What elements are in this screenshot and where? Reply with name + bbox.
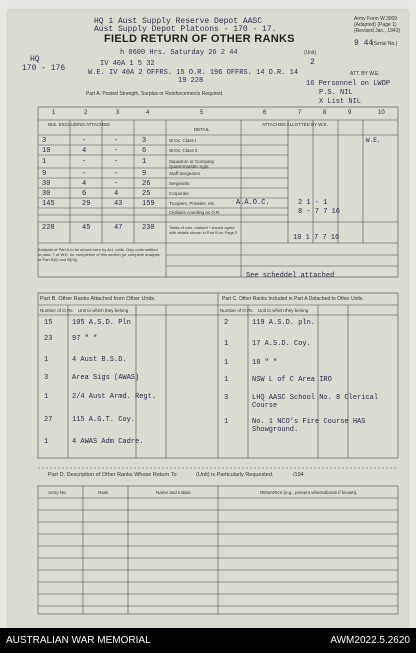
row-we-value: 10 [42, 147, 51, 155]
right-typed-4: X List NIL [319, 98, 362, 106]
row-col2-value: 4 [82, 180, 87, 188]
row-col4-value: 159 [142, 200, 155, 208]
row-col4-value: 25 [142, 190, 151, 198]
part-d-col-army: Army No. [48, 490, 67, 495]
column-number: 7 [298, 110, 302, 116]
part-b-unit: 105 A.S.D. Pln [72, 319, 131, 327]
part-d-title [48, 472, 304, 478]
att-vals-row2: 8 - 7 7 16 [298, 208, 341, 216]
row-col4-value: 6 [142, 147, 147, 155]
row-detail-label: Staff Sergeants [169, 171, 200, 176]
range-typed: 170 - 176 [22, 64, 66, 73]
part-b-count: 1 [44, 393, 49, 401]
part-c-unit: 17 A.S.D. Coy. [252, 340, 311, 348]
row-we-value: 228 [42, 224, 55, 232]
detail-label: DETAIL [194, 127, 210, 132]
part-c-count: 2 [224, 319, 229, 327]
row-col3-value: - [114, 170, 119, 178]
part-b-unit: 2/4 Aust Armd. Regt. [72, 393, 157, 401]
part-d-col-rank: Rank [98, 490, 109, 495]
column-number: 2 [84, 110, 88, 116]
row-we-value: 3 [42, 137, 47, 145]
column-number: 3 [116, 110, 120, 116]
right-typed-3: P.S. NIL [319, 89, 353, 97]
row-col2-value: 45 [82, 224, 91, 232]
part-d-col-name: Name and Initials [156, 490, 191, 495]
part-b-unit: 115 A.G.T. Coy. [72, 416, 136, 424]
row-we-value: 9 [42, 170, 47, 178]
form-adapted: (Adapted) (Page 1) [354, 22, 397, 28]
att-by-we: ATT. BY W.E. [350, 71, 380, 77]
row-col2-value: 29 [82, 200, 91, 208]
row-col3-value: 43 [114, 200, 123, 208]
unit-line-1: HQ 1 Aust Supply Reserve Depot AASC [94, 17, 263, 26]
row-col2-value: 6 [82, 190, 87, 198]
form-no: Army Form W.3009 [354, 16, 398, 22]
part-c-count: 1 [224, 359, 229, 367]
form-title: FIELD RETURN OF OTHER RANKS [104, 33, 295, 45]
row-col3-value: - [114, 137, 119, 145]
part-c-col-no: Number of O.Rs. [220, 308, 254, 313]
part-c-unit: NSW L of C Area IRO [252, 376, 332, 384]
hq-typed: HQ [30, 55, 40, 64]
form-sheet [8, 10, 408, 628]
row-we-value: 30 [42, 180, 51, 188]
row-detail-label: Squadron or Company Quartermaster Sgts. [169, 159, 215, 169]
part-c-title: Part C. Other Ranks Included in Part A Detached to Other Units. [222, 296, 364, 302]
part-d-title-main: Part D. Description of Other Ranks Whose Return To [48, 472, 177, 478]
row-detail-label: W.Os. Class I. [169, 138, 198, 143]
part-d-title-year: /194 [293, 472, 304, 478]
row-col2-value: - [82, 137, 87, 145]
part-c-count: 1 [224, 376, 229, 384]
footer-right: AWM2022.5.2620 [330, 635, 410, 646]
unit-label: (Unit) [304, 50, 317, 56]
unit-line-2-suffix: - 170 - 17. [223, 25, 277, 34]
row-we-value: 30 [42, 190, 51, 198]
row-col2-value: - [82, 158, 87, 166]
column-number: 9 [348, 110, 352, 116]
part-d-col-remarks: REMARKS (e.g., present whereabouts if known). [260, 490, 358, 495]
column-number: 1 [52, 110, 56, 116]
part-b-count: 1 [44, 356, 49, 364]
row-detail-label: Troopers, Privates, etc. [169, 201, 216, 206]
unit-line-2-main: Aust Supply Depot Platoons [94, 25, 219, 34]
row-detail-label: Sergeants [169, 181, 190, 186]
part-b-unit: 97 " " [72, 335, 98, 343]
part-c-count: 1 [224, 340, 229, 348]
right-typed-1: 2 [310, 58, 315, 67]
row-col3-value: - [114, 158, 119, 166]
part-b-count: 23 [44, 335, 53, 343]
serial-typed: 9 44 [354, 39, 374, 48]
scheduled-note: See scheddel attached [246, 272, 335, 280]
row-col3-value: - [114, 180, 119, 188]
we-excl-label: W.E. EXCLUDING ATTACHED [48, 122, 110, 127]
part-b-count: 27 [44, 416, 53, 424]
part-b-col-unit: Unit to which they belong [78, 308, 129, 313]
form-number [354, 16, 400, 34]
column-number: 10 [378, 110, 385, 116]
row-col4-value: 1 [142, 158, 147, 166]
o-line: 19 228 [178, 77, 204, 85]
part-b-title: Part B. Other Ranks Attached from Other Units. [40, 296, 156, 302]
part-b-unit: 4 Aust B.S.D. [72, 356, 127, 364]
row-col2-value: 4 [82, 147, 87, 155]
part-c-col-unit: Unit to which they belong [258, 308, 309, 313]
row-col3-value: - [114, 147, 119, 155]
archive-footer [0, 628, 416, 653]
row-detail-label: Totals of cols. marked * should agree with details shown in Part B on Page 2 [169, 225, 238, 235]
iv-line-2: W.E. IV 40A 2 OFFRS. 15 O.R. 196 OFFRS. 14 O.R. 14 [88, 69, 299, 77]
we-label: W.E. [366, 137, 381, 144]
column-number: 6 [263, 110, 267, 116]
analysis-note: Analysis of Part A to be shown here by ALL units. Only units entitled to para. 7 of W.E. for completion of this section (or complete analysis of Part B(II) and B(III)). [38, 247, 160, 262]
column-number: 8 [323, 110, 327, 116]
part-b-count: 15 [44, 319, 53, 327]
part-a-title: Part A. Posted Strength, Surplus or Reinforcements Required. [86, 91, 224, 97]
iv-line-1: IV 40A 1 5 32 [100, 60, 155, 68]
part-b-unit: Area Sigs (AWAS) [72, 374, 140, 382]
part-c-unit: 119 A.S.D. pln. [252, 319, 316, 327]
aaoc-typed: A.A.O.C. [236, 199, 270, 207]
row-detail-label: Civilians counting as O.R. [169, 210, 221, 215]
column-number: 4 [146, 110, 150, 116]
footer-left: AUSTRALIAN WAR MEMORIAL [6, 635, 151, 646]
attached-allotted-label: ATTACHED ALLOTTED BY W.E. [262, 122, 328, 127]
row-col3-value: 4 [114, 190, 119, 198]
right-typed-2: 16 Personnel on LWOP [306, 80, 391, 88]
serial-label: (Serial No.) [372, 41, 398, 47]
part-c-unit: 18 " " [252, 359, 278, 367]
row-col4-value: 230 [142, 224, 155, 232]
row-detail-label: Corporals [169, 191, 189, 196]
row-we-value: 145 [42, 200, 55, 208]
part-b-col-no: Number of O.Rs. [40, 308, 74, 313]
part-b-count: 3 [44, 374, 49, 382]
part-c-unit: LHQ AASC School No. 8 Clerical Course [252, 394, 379, 410]
part-c-unit: No. 1 NCO's Fire Course HAS Showground. [252, 418, 366, 434]
time-line: h 0600 Hrs. Saturday 26 2 44 [120, 49, 238, 57]
att-vals-row1: 2 1 - 1 [298, 199, 328, 207]
att-totals: 10 1 7 7 16 [293, 234, 340, 242]
part-b-unit: 4 AWAS Adm Cadre. [72, 438, 144, 446]
part-c-count: 1 [224, 418, 229, 426]
form-revised: (Revised Jan., 1943) [354, 28, 401, 34]
row-we-value: 1 [42, 158, 47, 166]
row-col3-value: 47 [114, 224, 123, 232]
row-col4-value: 26 [142, 180, 151, 188]
row-col2-value: - [82, 170, 87, 178]
part-b-count: 1 [44, 438, 49, 446]
row-detail-label: W.Os. Class II. [169, 148, 199, 153]
row-col4-value: 9 [142, 170, 147, 178]
part-d-title-mid: (Unit) is Particularly Requested. [196, 472, 274, 478]
row-col4-value: 3 [142, 137, 147, 145]
part-c-count: 3 [224, 394, 229, 402]
column-number: 5 [200, 110, 204, 116]
